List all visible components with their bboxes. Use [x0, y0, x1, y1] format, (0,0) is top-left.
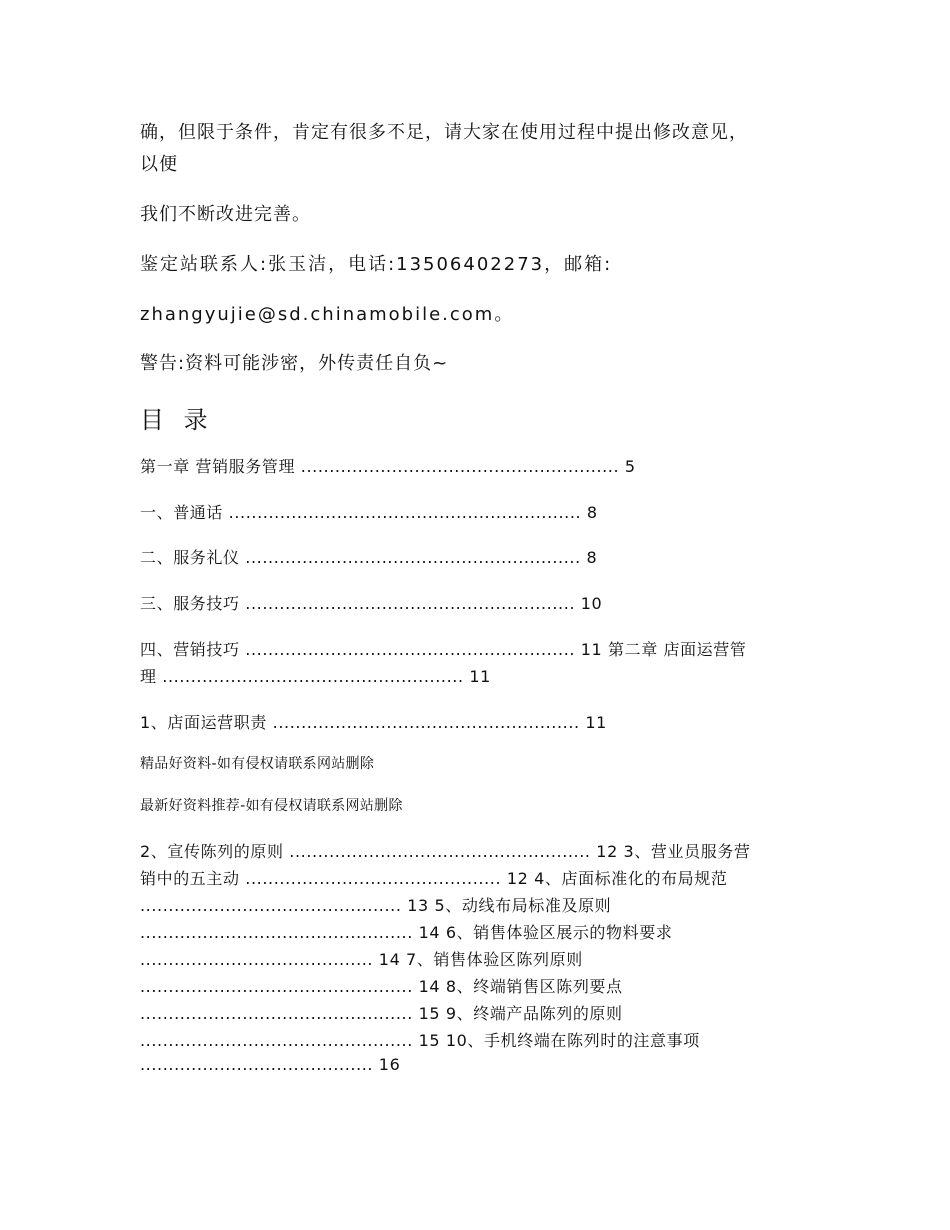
intro-paragraph-line-1: 确，但限于条件，肯定有很多不足，请大家在使用过程中提出修改意见， [140, 122, 748, 143]
toc-entry: ......................................... 16 [140, 1055, 401, 1074]
watermark-notice: 最新好资料推荐-如有侵权请联系网站删除 [140, 798, 403, 814]
toc-entry: ................................................ 15 9、终端产品陈列的原则 [140, 1004, 623, 1023]
warning-line: 警告:资料可能涉密，外传责任自负~ [140, 353, 449, 374]
intro-paragraph-line-2: 以便 [140, 154, 178, 175]
toc-entry: 销中的五主动 ............................................. 12 4、店面标准化的布局规范 [140, 869, 728, 888]
toc-entry: 1、店面运营职责 ...................................................... 11 [140, 713, 607, 732]
toc-entry: ................................................ 15 10、手机终端在陈列时的注意事项 [140, 1031, 700, 1050]
toc-heading: 目 录 [140, 406, 214, 434]
toc-entry: 四、营销技巧 .......................................................... 11 第二章 店面运营管 [140, 640, 747, 659]
toc-entry: 理 ..................................................... 11 [140, 667, 491, 686]
email-line: zhangyujie@sd.chinamobile.com。 [140, 304, 515, 325]
toc-entry: ......................................... 14 7、销售体验区陈列原则 [140, 950, 583, 969]
toc-entry: 三、服务技巧 .......................................................... 10 [140, 594, 603, 613]
toc-entry: 2、宣传陈列的原则 ..................................................... 12 3、营业员服务营 [140, 842, 751, 861]
toc-entry: .............................................. 13 5、动线布局标准及原则 [140, 896, 612, 915]
toc-entry: 第一章 营销服务管理 ........................................................ 5 [140, 457, 636, 476]
toc-entry: 一、普通话 .............................................................. 8 [140, 503, 598, 522]
intro-paragraph-line-3: 我们不断改进完善。 [140, 204, 311, 225]
toc-entry: ................................................ 14 6、销售体验区展示的物料要求 [140, 923, 673, 942]
watermark-notice: 精品好资料-如有侵权请联系网站删除 [140, 756, 375, 772]
toc-entry: 二、服务礼仪 ........................................................... 8 [140, 548, 598, 567]
toc-entry: ................................................ 14 8、终端销售区陈列要点 [140, 977, 623, 996]
contact-line: 鉴定站联系人:张玉洁，电话:13506402273，邮箱: [140, 254, 613, 275]
